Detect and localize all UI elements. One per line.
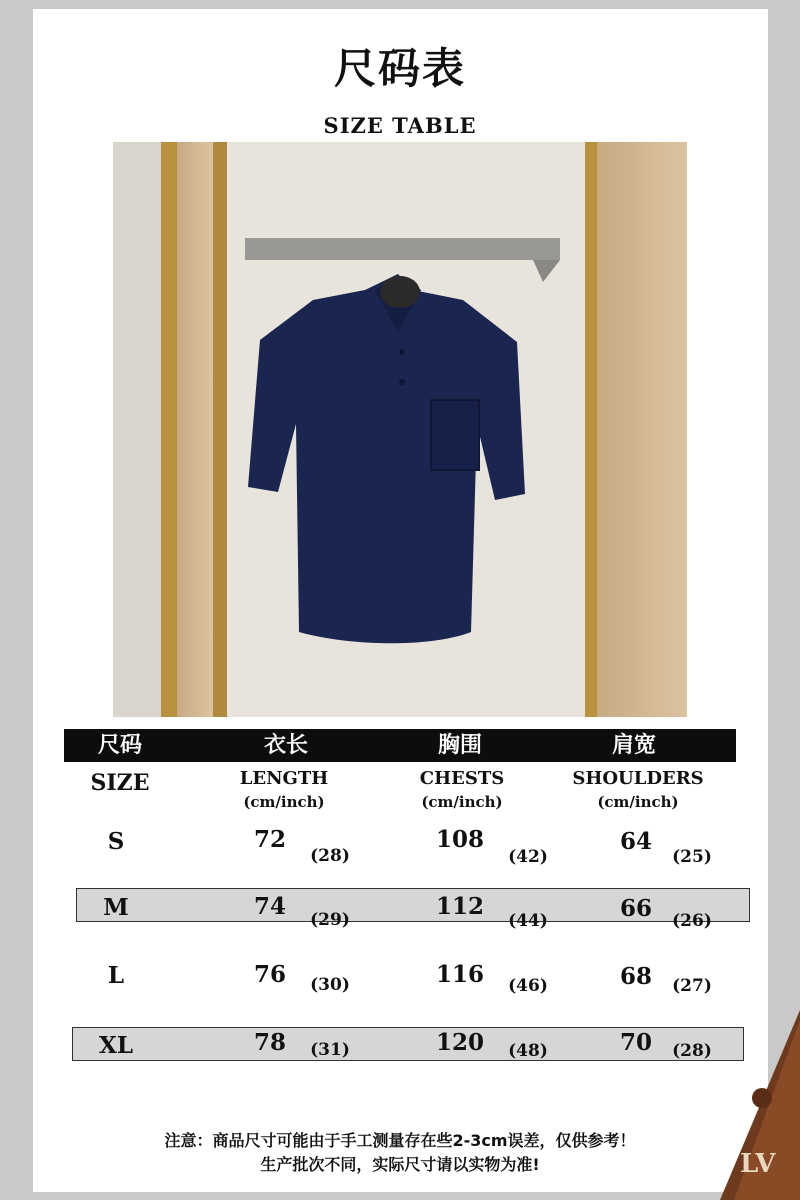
row-size: XL (98, 1032, 134, 1059)
shoulder-inch: (26) (672, 911, 712, 931)
shoulder-value: 66 (619, 895, 652, 922)
subheader-shoulder (548, 768, 728, 811)
subheader-length (194, 768, 374, 811)
header-chest-cn: 胸围 (437, 733, 482, 758)
chest-value: 108 (435, 826, 484, 853)
length-label: LENGTH (239, 768, 329, 789)
shoulder-label: SHOULDERS (572, 768, 704, 789)
length-inch: (29) (310, 910, 350, 930)
length-unit: (cm/inch) (243, 793, 325, 811)
header-size-cn: 尺码 (97, 733, 142, 758)
chest-value: 112 (435, 893, 484, 920)
length-value: 76 (253, 961, 286, 988)
page-title-cn: 尺码表 (333, 44, 466, 93)
length-inch: (31) (310, 1040, 350, 1060)
length-value: 78 (253, 1029, 286, 1056)
leather-tag-icon (700, 1000, 800, 1200)
note-line-2: 生产批次不同，实际尺寸请以实物为准! (260, 1155, 540, 1174)
chest-inch: (44) (508, 911, 548, 931)
chest-label: CHESTS (419, 768, 505, 789)
subheader-chest (372, 768, 552, 811)
chest-inch: (48) (508, 1041, 548, 1061)
row-size: S (107, 828, 125, 855)
header-length-cn: 衣长 (263, 733, 308, 758)
header-shoulder-cn: 肩宽 (611, 733, 656, 758)
chest-inch: (46) (508, 976, 548, 996)
chest-value: 116 (435, 961, 484, 988)
subheader-size (30, 770, 210, 796)
brand-tag-decoration (700, 1000, 800, 1200)
shoulder-value: 68 (619, 963, 652, 990)
shoulder-inch: (27) (672, 976, 712, 996)
shoulder-inch: (28) (672, 1041, 712, 1061)
length-value: 74 (253, 893, 286, 920)
length-value: 72 (253, 826, 286, 853)
length-inch: (28) (310, 846, 350, 866)
shoulder-unit: (cm/inch) (597, 793, 679, 811)
length-inch: (30) (310, 975, 350, 995)
chest-value: 120 (435, 1029, 484, 1056)
navy-polo-shirt-illustration (113, 142, 687, 717)
brand-tag-text: LV (740, 1149, 776, 1179)
shoulder-value: 70 (619, 1029, 652, 1056)
row-size: L (107, 962, 125, 989)
size-label-en: SIZE (90, 770, 150, 796)
page-title-en: SIZE TABLE (323, 113, 477, 138)
chest-inch: (42) (508, 847, 548, 867)
note-line-1: 注意：商品尺寸可能由于手工测量存在些2-3cm误差，仅供参考！ (164, 1131, 636, 1150)
shoulder-value: 64 (619, 828, 652, 855)
product-photo (113, 142, 687, 717)
shoulder-inch: (25) (672, 847, 712, 867)
row-size: M (103, 894, 129, 921)
chest-unit: (cm/inch) (421, 793, 503, 811)
